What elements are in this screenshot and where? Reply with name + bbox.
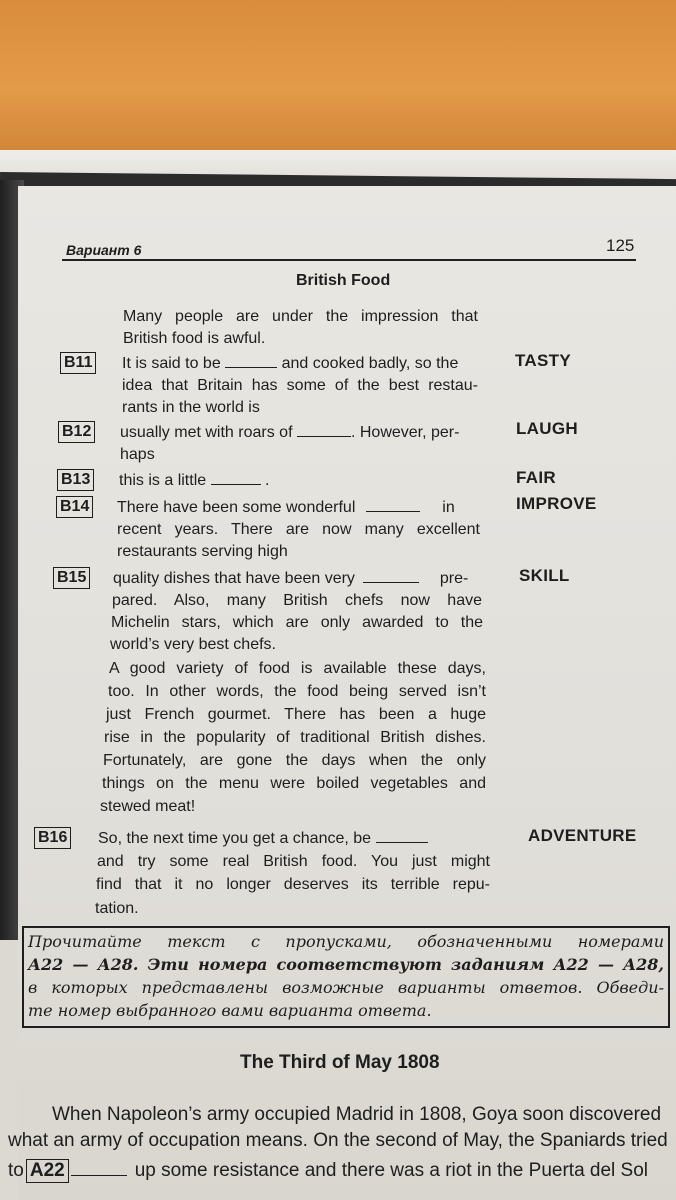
a22-blank[interactable] <box>71 1157 127 1176</box>
running-head-variant: Вариант 6 <box>66 242 142 258</box>
b12-blank[interactable] <box>297 422 351 437</box>
b12-line-1 <box>120 422 459 444</box>
instructions-line-3: в которых представлены возможные варианты ответов. Обведи- <box>28 978 664 997</box>
desk-background <box>0 0 676 160</box>
para2-line-3: just French gourmet. There has been a huge <box>106 706 486 723</box>
b15-text-after: pre- <box>439 570 469 587</box>
b12-keyword: LAUGH <box>516 419 578 438</box>
b16-text-before: So, the next time you get a chance, be <box>98 830 372 847</box>
para2-line-1: A good variety of food is available these days, <box>109 660 486 677</box>
b12-line-2: haps <box>120 446 155 463</box>
task-label-b15: B15 <box>53 567 90 589</box>
next-section-line-1: When Napoleon’s army occupied Madrid in 1808, Goya soon discovered <box>52 1104 662 1125</box>
b15-blank[interactable] <box>363 568 419 583</box>
b15-line-4: world’s very best chefs. <box>110 636 276 653</box>
para2-line-4: rise in the popularity of traditional British dishes. <box>104 729 486 746</box>
b14-line-1 <box>117 497 455 519</box>
b11-blank[interactable] <box>225 353 277 368</box>
b14-blank[interactable] <box>366 497 420 512</box>
b15-line-2: pared. Also, many British chefs now have <box>112 592 482 609</box>
b16-blank[interactable] <box>376 828 428 843</box>
b16-line-3: find that it no longer deserves its terrible repu- <box>96 876 490 893</box>
task-label-a22: A22 <box>26 1159 69 1183</box>
b13-line-1 <box>119 470 270 492</box>
para2-line-5: Fortunately, are gone the days when the only <box>103 752 486 769</box>
instructions-line-2: А22 — А28. Эти номера соответствуют заданиям А22 — А28, <box>28 955 664 974</box>
b14-keyword: IMPROVE <box>516 494 597 513</box>
next-section-line-3 <box>8 1157 676 1184</box>
b16-keyword: ADVENTURE <box>528 826 637 845</box>
b13-text-before: this is a little <box>119 472 207 489</box>
intro-line-1: Many people are under the impression that <box>123 308 478 325</box>
b15-text-before: quality dishes that have been very <box>113 570 355 587</box>
b15-line-3: Michelin stars, which are only awarded to the <box>111 614 483 631</box>
instructions-line-1: Прочитайте текст с пропусками, обозначенными номерами <box>28 932 664 951</box>
b13-keyword: FAIR <box>516 468 556 487</box>
b16-line-1 <box>98 828 428 850</box>
para2-line-7: stewed meat! <box>100 798 196 815</box>
b13-text-after: . <box>265 472 270 489</box>
task-label-b12: B12 <box>58 421 95 443</box>
b11-text-after: and cooked badly, so the <box>281 355 459 372</box>
b16-line-2: and try some real British food. You just might <box>97 853 490 870</box>
task-label-b13: B13 <box>57 469 94 491</box>
b14-text-after: in <box>442 499 455 516</box>
b11-line-3: rants in the world is <box>122 399 260 416</box>
page-number: 125 <box>606 236 635 255</box>
b13-blank[interactable] <box>211 470 261 485</box>
intro-line-2: British food is awful. <box>123 330 266 347</box>
b16-line-4: tation. <box>95 900 139 917</box>
next-section-line-2: what an army of occupation means. On the second of May, the Spaniards tried <box>8 1130 668 1151</box>
b12-text-after: . However, per- <box>350 424 460 441</box>
task-label-b11: B11 <box>60 352 96 374</box>
b12-text-before: usually met with roars of <box>120 424 293 441</box>
header-rule <box>62 259 636 261</box>
next-section-title: The Third of May 1808 <box>240 1052 440 1073</box>
b11-text-before: It is said to be <box>122 355 221 372</box>
para2-line-2: too. In other words, the food being served isn’t <box>108 683 486 700</box>
b15-keyword: SKILL <box>519 566 570 585</box>
article-title: British Food <box>296 272 391 289</box>
b14-text-before: There have been some wonderful <box>117 499 356 516</box>
line3-text-before: to <box>8 1160 24 1181</box>
b15-line-1 <box>113 568 468 590</box>
b14-line-3: restaurants serving high <box>117 543 288 560</box>
b11-line-1 <box>122 353 458 375</box>
instructions-line-4: те номер выбранного вами варианта ответа. <box>28 1001 432 1020</box>
para2-line-6: things on the menu were boiled vegetables and <box>102 775 486 792</box>
task-label-b16: B16 <box>34 827 71 849</box>
b14-line-2: recent years. There are now many excellent <box>117 521 480 538</box>
b11-keyword: TASTY <box>515 351 571 370</box>
line3-text-after: up some resistance and there was a riot in the Puerta del Sol <box>134 1160 649 1181</box>
task-label-b14: B14 <box>56 496 93 518</box>
b11-line-2: idea that Britain has some of the best restau- <box>122 377 478 394</box>
